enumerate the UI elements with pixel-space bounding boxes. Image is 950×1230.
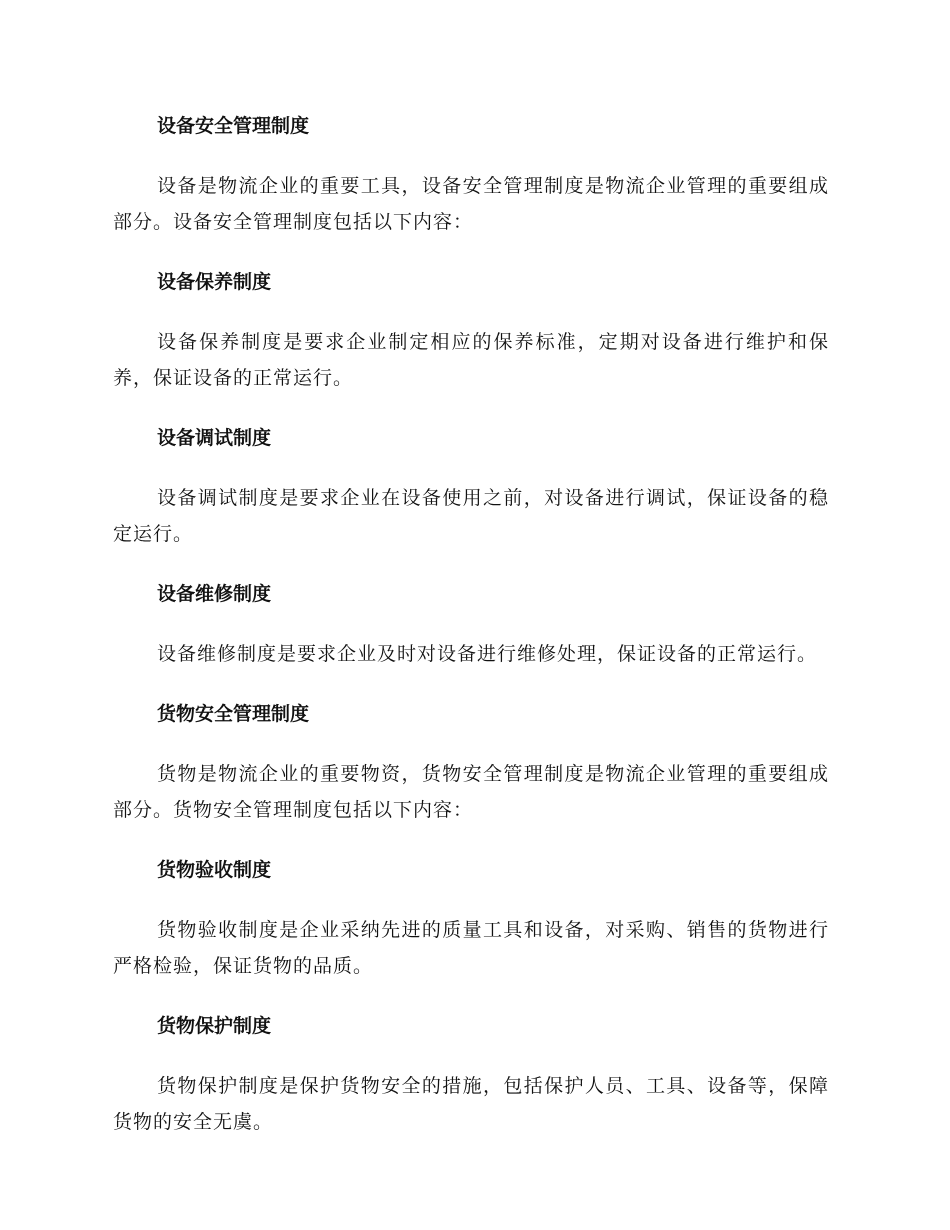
section-paragraph-cargo-safety: 货物是物流企业的重要物资，货物安全管理制度是物流企业管理的重要组成部分。货物安全管理制度包括以下内容： xyxy=(113,763,829,821)
section-heading-equipment-safety: 设备安全管理制度 xyxy=(157,115,310,137)
section-heading-cargo-safety: 货物安全管理制度 xyxy=(157,703,310,725)
section-paragraph-cargo-inspection: 货物验收制度是企业采纳先进的质量工具和设备，对采购、销售的货物进行严格检验，保证货物的品质。 xyxy=(113,919,829,977)
section-heading-equipment-debugging: 设备调试制度 xyxy=(157,427,272,449)
section-heading-equipment-repair: 设备维修制度 xyxy=(157,583,272,605)
section-paragraph-equipment-repair: 设备维修制度是要求企业及时对设备进行维修处理，保证设备的正常运行。 xyxy=(157,643,818,665)
section-paragraph-cargo-protection: 货物保护制度是保护货物安全的措施，包括保护人员、工具、设备等，保障货物的安全无虞。 xyxy=(113,1075,829,1133)
section-heading-cargo-protection: 货物保护制度 xyxy=(157,1015,272,1037)
section-heading-equipment-maintenance: 设备保养制度 xyxy=(157,271,272,293)
section-paragraph-equipment-safety: 设备是物流企业的重要工具，设备安全管理制度是物流企业管理的重要组成部分。设备安全管理制度包括以下内容： xyxy=(113,175,829,233)
section-paragraph-equipment-maintenance: 设备保养制度是要求企业制定相应的保养标准，定期对设备进行维护和保养，保证设备的正常运行。 xyxy=(113,331,829,389)
section-heading-cargo-inspection: 货物验收制度 xyxy=(157,859,272,881)
document-body xyxy=(113,108,829,1164)
section-paragraph-equipment-debugging: 设备调试制度是要求企业在设备使用之前，对设备进行调试，保证设备的稳定运行。 xyxy=(113,487,829,545)
